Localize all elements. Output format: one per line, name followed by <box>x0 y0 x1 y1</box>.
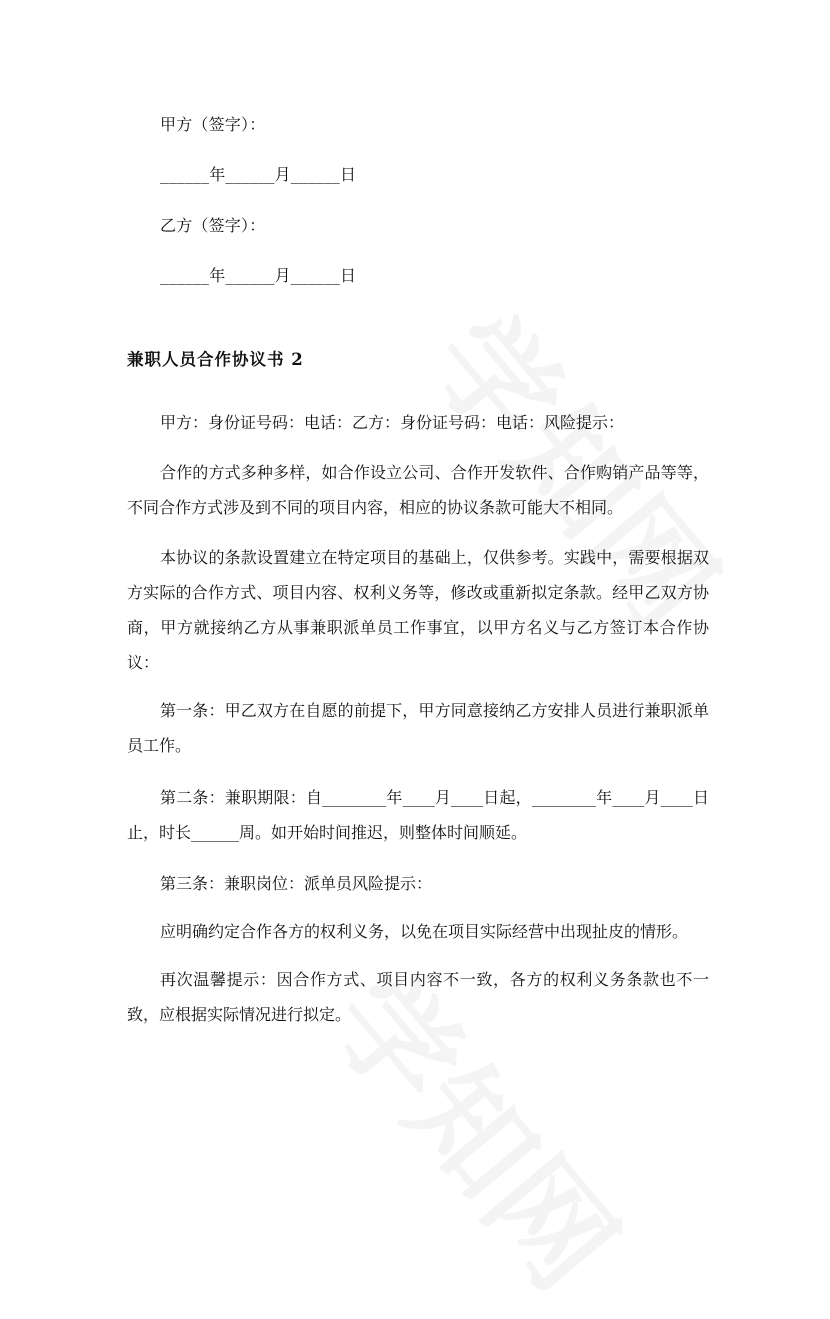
paragraph: 第一条：甲乙双方在自愿的前提下，甲方同意接纳乙方安排人员进行兼职派单员工作。 <box>127 701 709 755</box>
paragraph: 合作的方式多种多样，如合作设立公司、合作开发软件、合作购销产品等等，不同合作方式涉及到不同的项目内容，相应的协议条款可能大不相同。 <box>127 463 709 517</box>
paragraph: 应明确约定合作各方的权利义务，以免在项目实际经营中出现扯皮的情形。 <box>160 922 689 941</box>
section-title: 兼职人员合作协议书 2 <box>127 350 304 369</box>
paragraph: 第二条：兼职期限：自________年____月____日起，________年____月____日止，时长______周。如开始时间推迟，则整体时间顺延。 <box>127 788 709 842</box>
paragraph: 甲方：身份证号码：电话：乙方：身份证号码：电话：风险提示： <box>160 413 625 432</box>
party-b-signature-label: 乙方（签字）： <box>160 216 266 235</box>
paragraph: 第三条：兼职岗位：派单员风险提示： <box>160 874 433 893</box>
paragraph: 再次温馨提示：因合作方式、项目内容不一致，各方的权利义务条款也不一致，应根据实际情况进行拟定。 <box>127 970 709 1024</box>
party-a-signature-label: 甲方（签字）： <box>160 115 266 134</box>
date-line: ______年______月______日 <box>160 165 357 184</box>
paragraph: 本协议的条款设置建立在特定项目的基础上，仅供参考。实践中，需要根据双方实际的合作方式、项目内容、权利义务等，修改或重新拟定条款。经甲乙双方协商，甲方就接纳乙方从事兼职派单员工作事宜，以甲方名义与乙方签订本合作协议： <box>127 548 709 672</box>
date-line: ______年______月______日 <box>160 266 357 285</box>
